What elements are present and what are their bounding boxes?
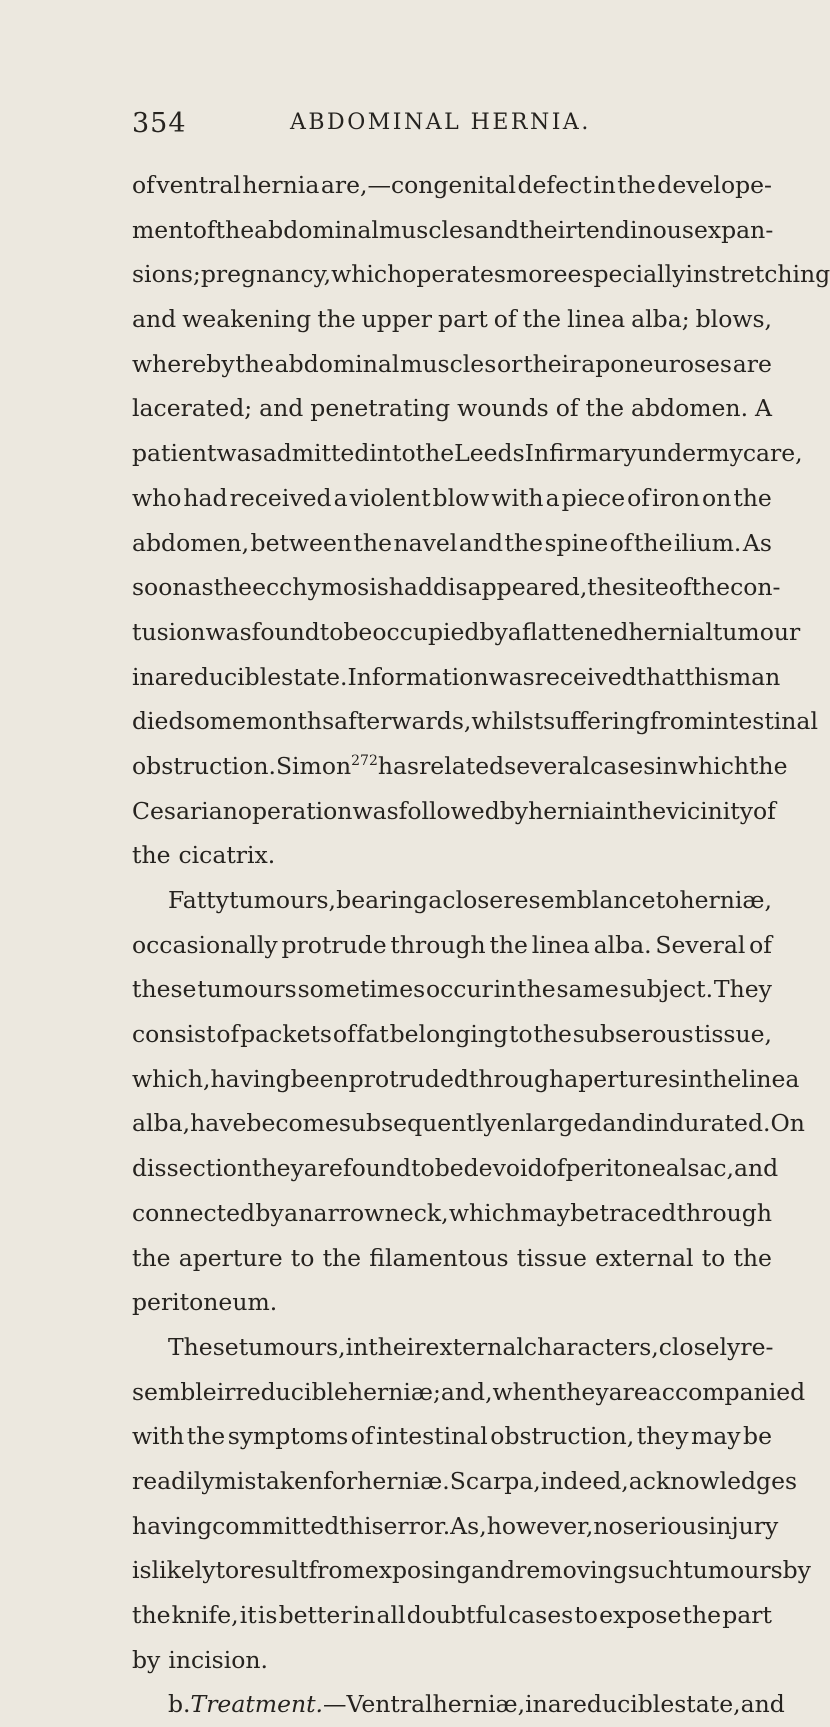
body-text xyxy=(132,163,830,1727)
text-line: ment of the abdominal muscles and their tendinous expan- xyxy=(132,215,774,244)
text-line: the cicatrix. xyxy=(132,841,276,870)
text-line: connected by a narrow neck, which may be traced through xyxy=(132,1198,772,1227)
text-line: semble irreducible herniæ; and, when they are accompanied xyxy=(132,1377,806,1406)
text-line: the aperture to the filamentous tissue external to the xyxy=(132,1243,772,1272)
running-head: ABDOMINAL HERNIA. xyxy=(290,110,591,135)
text-line: occasionally protrude through the linea alba. Several of xyxy=(132,930,772,959)
text-line: the knife, it is better in all doubtful cases to expose the part xyxy=(132,1601,772,1629)
text-line: consist of packets of fat belonging to the subserous tissue, xyxy=(132,1020,772,1049)
text-line: and weakening the upper part of the linea alba; blows, xyxy=(132,305,772,334)
text-line: b. Treatment.—Ventral herniæ, in a reducible state, and xyxy=(168,1690,785,1719)
text-line: tusion was found to be occupied by a flattened hernial tumour xyxy=(132,617,801,646)
text-line: obstruction. Simon $^{272}$ has related several cases in which the xyxy=(132,751,788,780)
text-line: whereby the abdominal muscles or their aponeuroses are xyxy=(132,349,772,378)
text-line: sions; pregnancy, which operates more especially in stretching xyxy=(132,260,830,289)
page-header xyxy=(132,108,772,148)
text-line: abdomen, between the navel and the spine of the ilium. As xyxy=(132,528,772,557)
text-line: by incision. xyxy=(132,1645,268,1674)
text-line: is likely to result from exposing and removing such tumours by xyxy=(132,1556,811,1585)
text-line: of ventral hernia are,—congenital defect in the develope- xyxy=(132,171,772,199)
page-number: 354 xyxy=(132,108,187,139)
text-line: in a reducible state. Information was received that this man xyxy=(132,662,781,691)
text-line: Fatty tumours, bearing a close resemblance to herniæ, xyxy=(168,886,772,914)
text-line: lacerated; and penetrating wounds of the abdomen. A xyxy=(132,394,772,423)
text-line: alba, have become subsequently enlarged and indurated. On xyxy=(132,1109,805,1138)
text-line: patient was admitted into the Leeds Infirmary under my care, xyxy=(132,439,803,468)
text-line: dissection they are found to be devoid of peritoneal sac, and xyxy=(132,1154,779,1183)
text-line: died some months afterwards, whilst suffering from intestinal xyxy=(132,707,818,736)
text-line: peritoneum. xyxy=(132,1288,278,1317)
text-line: soon as the ecchymosis had disappeared, the site of the con- xyxy=(132,573,781,602)
text-line: These tumours, in their external characters, closely re- xyxy=(168,1332,774,1361)
text-line: having committed this error. As, however, no serious injury xyxy=(132,1511,779,1540)
text-line: which, having been protruded through apertures in the linea xyxy=(132,1064,800,1093)
text-line: who had received a violent blow with a piece of iron on the xyxy=(132,483,772,512)
text-line: with the symptoms of intestinal obstruction, they may be xyxy=(132,1422,772,1451)
text-line: these tumours sometimes occur in the same subject. They xyxy=(132,975,772,1004)
text-line: readily mistaken for herniæ. Scarpa, indeed, acknowledges xyxy=(132,1466,798,1495)
text-line: Cesarian operation was followed by hernia in the vicinity of xyxy=(132,796,776,825)
